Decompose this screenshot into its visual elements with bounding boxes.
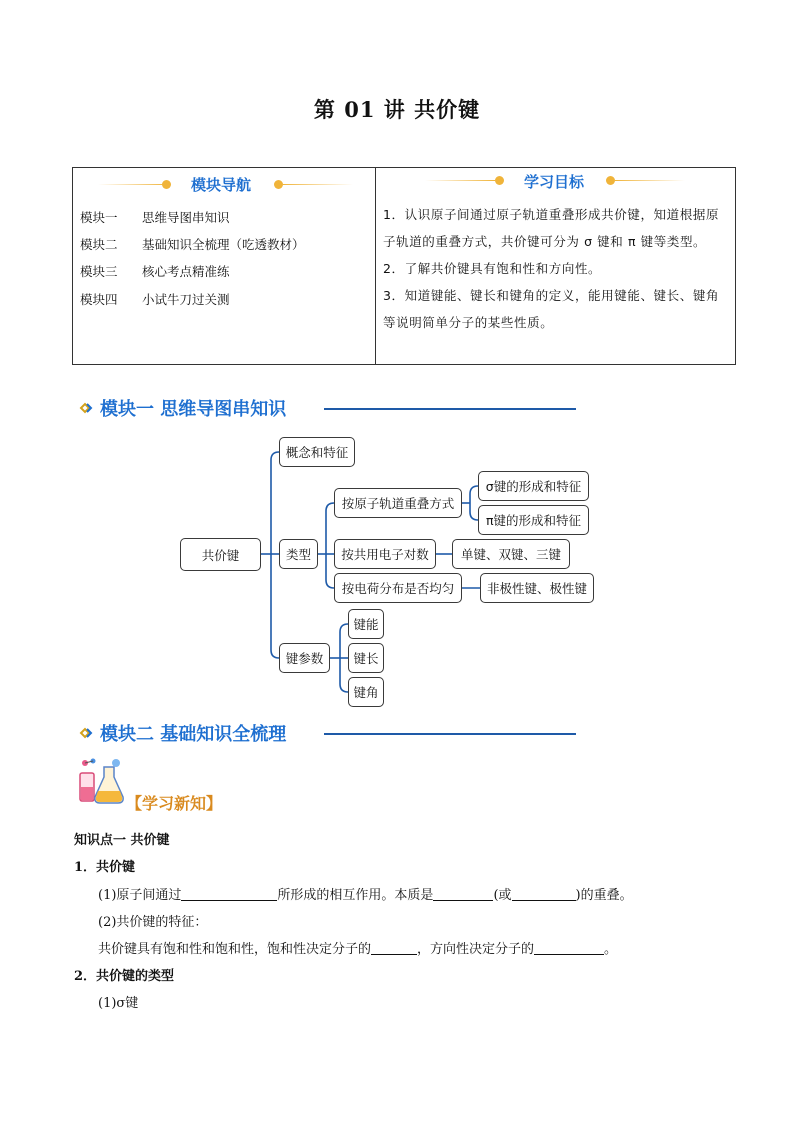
subheading: 1．共价键 xyxy=(74,860,136,875)
knowledge-point-heading: 知识点一 共价键 xyxy=(74,833,170,848)
mindmap-node: 按原子轨道重叠方式 xyxy=(334,488,462,518)
fill-in-line: 共价键具有饱和性和饱和性，饱和性决定分子的 ，方向性决定分子的 。 xyxy=(98,942,618,957)
mindmap-node: 键参数 xyxy=(279,643,330,673)
mindmap-node: 键能 xyxy=(348,609,384,639)
diamond-icon xyxy=(76,724,94,742)
mindmap-node: 非极性键、极性键 xyxy=(480,573,594,603)
answer-blank[interactable] xyxy=(512,886,576,901)
new-knowledge-title: 【学习新知】 xyxy=(126,794,223,813)
section-rule xyxy=(324,733,576,735)
mindmap-node: 类型 xyxy=(279,539,318,569)
answer-blank[interactable] xyxy=(433,886,493,901)
section-title: 模块一 思维导图串知识 xyxy=(100,399,287,420)
answer-blank[interactable] xyxy=(371,940,417,955)
goal-line: 1．认识原子间通过原子轨道重叠形成共价键，知道根据原子轨道的重叠方式，共价键可分为 σ 键和 π 键等类型。 xyxy=(383,207,720,249)
nav-item: 模块一 思维导图串知识 xyxy=(80,210,230,225)
mindmap-node: 键长 xyxy=(348,643,384,673)
mindmap-node: 按电荷分布是否均匀 xyxy=(334,573,462,603)
goal-line: 2．了解共价键具有饱和性和方向性。 xyxy=(383,261,602,276)
mindmap-root: 共价键 xyxy=(180,538,261,571)
page-title: 第 01 讲 共价键 xyxy=(313,97,481,122)
fill-in-line: (1)原子间通过 所形成的相互作用。本质是 (或 )的重叠。 xyxy=(98,888,633,903)
nav-heading: 模块导航 xyxy=(190,176,251,194)
mindmap-node: σ键的形成和特征 xyxy=(478,471,589,501)
mindmap-node: 单键、双键、三键 xyxy=(452,539,570,569)
goal-line: 3．知道键能、键长和键角的定义，能用键能、键长、键角等说明简单分子的某些性质。 xyxy=(383,288,720,330)
mindmap-node: 概念和特征 xyxy=(279,437,355,467)
nav-item: 模块三 核心考点精准练 xyxy=(80,264,230,279)
flask-icon xyxy=(76,757,126,807)
mindmap-node: 键角 xyxy=(348,677,384,707)
subheading: 2．共价键的类型 xyxy=(74,969,175,984)
mindmap-node: π键的形成和特征 xyxy=(478,505,589,535)
text-line: (1)σ键 xyxy=(98,996,139,1011)
answer-blank[interactable] xyxy=(534,940,604,955)
section-header xyxy=(76,720,576,746)
nav-item: 模块二 基础知识全梳理（吃透教材） xyxy=(80,237,305,252)
section-title: 模块二 基础知识全梳理 xyxy=(100,724,287,745)
mindmap-node: 按共用电子对数 xyxy=(334,539,436,569)
answer-blank[interactable] xyxy=(181,886,277,901)
nav-item: 模块四 小试牛刀过关测 xyxy=(80,292,230,307)
text-line: (2)共价键的特征： xyxy=(98,915,208,930)
goals-heading: 学习目标 xyxy=(523,173,584,191)
